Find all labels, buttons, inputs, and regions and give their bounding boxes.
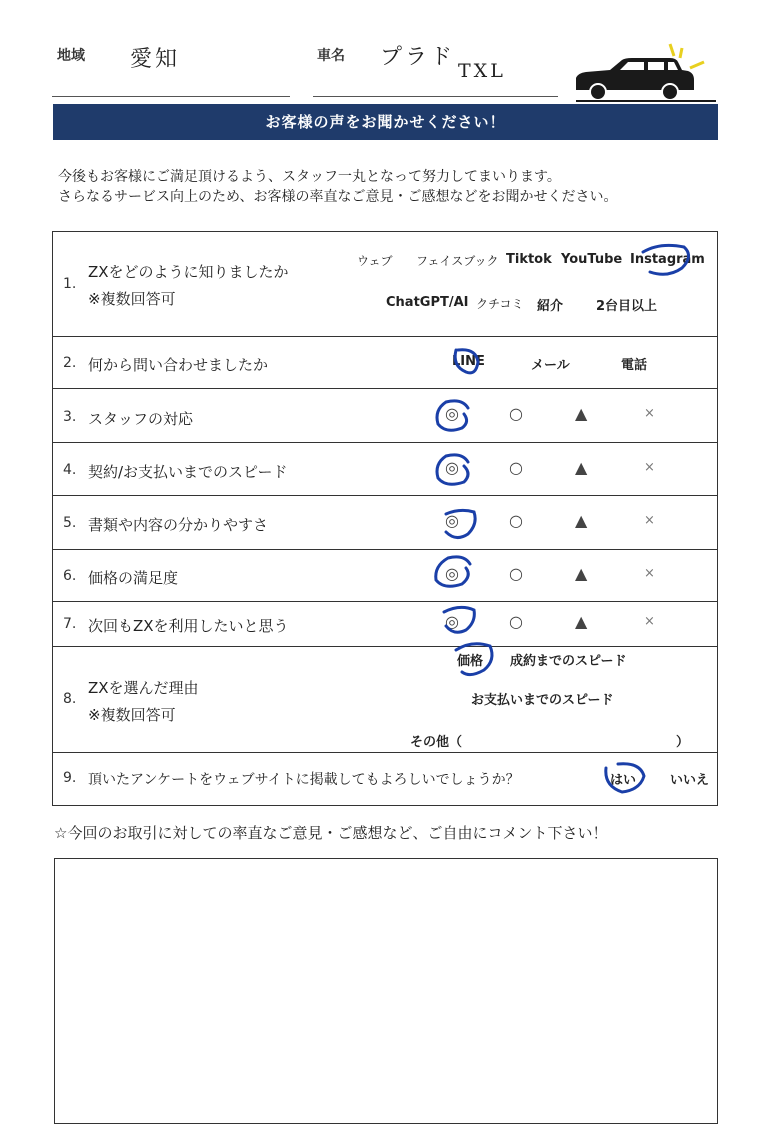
row-divider [52,601,718,602]
q1-option-chatgpt[interactable]: ChatGPT/AI [386,295,469,310]
q5-text: 書類や内容の分かりやすさ [88,516,269,534]
q2-option-phone[interactable]: 電話 [621,358,648,373]
q7-mark-fair[interactable]: ▲ [575,612,588,631]
comment-prompt: ☆今回のお取引に対しての率直なご意見・ご感想など、ご自由にコメント下さい！ [54,824,608,842]
q1-text: ZXをどのように知りましたか [88,263,289,281]
q8-option-price[interactable]: 価格 [457,654,484,669]
car-label: 車名 [317,48,345,64]
q7-mark-good[interactable]: ○ [509,612,523,631]
q9-option-yes[interactable]: はい [610,773,637,788]
q5-mark-poor[interactable]: × [644,513,655,528]
q4-mark-poor[interactable]: × [644,460,655,475]
q1-option-web[interactable]: ウェブ [357,254,393,268]
q1-option-instagram[interactable]: Instagram [630,252,705,267]
row-divider [52,495,718,496]
q1-option-kuchikomi[interactable]: クチコミ [476,297,524,311]
q8-option-contract-speed[interactable]: 成約までのスピード [510,654,627,669]
q6-mark-poor[interactable]: × [644,566,655,581]
q2-option-mail[interactable]: メール [531,358,570,373]
row-divider [52,336,718,337]
q8-number: 8. [63,691,77,707]
q5-mark-fair[interactable]: ▲ [575,511,588,530]
q4-mark-good[interactable]: ○ [509,458,523,477]
q1-option-tiktok[interactable]: Tiktok [506,252,552,267]
q2-number: 2. [63,355,77,371]
q4-number: 4. [63,462,77,478]
q5-mark-good[interactable]: ○ [509,511,523,530]
q7-mark-excellent[interactable]: ◎ [445,612,459,631]
q4-text: 契約/お支払いまでのスピード [88,463,288,481]
q1-option-shokai[interactable]: 紹介 [537,299,564,314]
page-banner: お客様の声をお聞かせください！ [53,104,718,140]
row-divider [52,388,718,389]
q6-text: 価格の満足度 [88,569,179,587]
car-underline [313,96,558,97]
comment-box[interactable] [54,858,718,1124]
q3-mark-good[interactable]: ○ [509,404,523,423]
region-label: 地域 [57,48,85,64]
car-value[interactable]: プラド [380,45,456,70]
q8-note: ※複数回答可 [88,706,176,724]
q6-mark-fair[interactable]: ▲ [575,564,588,583]
q3-text: スタッフの対応 [88,410,194,428]
q7-text: 次回もZXを利用したいと思う [88,617,289,635]
q5-number: 5. [63,515,77,531]
q9-number: 9. [63,770,77,786]
q1-option-second-car[interactable]: 2台目以上 [596,299,658,314]
q2-text: 何から問い合わせましたか [88,356,269,374]
car-icon [570,40,720,104]
q8-text: ZXを選んだ理由 [88,679,199,697]
q8-option-other[interactable]: その他（ [410,735,463,750]
q2-option-line[interactable]: LINE [452,354,485,369]
intro-line-2: さらなるサービス向上のため、お客様の率直なご意見・ご感想などをお聞かせください。 [58,189,618,205]
q6-mark-good[interactable]: ○ [509,564,523,583]
q1-number: 1. [63,276,77,292]
q6-mark-excellent[interactable]: ◎ [445,564,459,583]
q3-mark-poor[interactable]: × [644,406,655,421]
q1-note: ※複数回答可 [88,290,176,308]
q3-number: 3. [63,409,77,425]
q3-mark-excellent[interactable]: ◎ [445,404,459,423]
row-divider [52,442,718,443]
q9-text: 頂いたアンケートをウェブサイトに掲載してもよろしいでしょうか？ [88,772,520,788]
q4-mark-fair[interactable]: ▲ [575,458,588,477]
q8-option-payment-speed[interactable]: お支払いまでのスピード [471,693,614,708]
q1-option-facebook[interactable]: フェイスブック [416,254,499,268]
region-value[interactable]: 愛知 [130,47,181,72]
q8-other-close: ） [676,735,690,750]
row-divider [52,752,718,753]
q3-mark-fair[interactable]: ▲ [575,404,588,423]
region-underline [52,96,290,97]
row-divider [52,549,718,550]
row-divider [52,646,718,647]
q6-number: 6. [63,568,77,584]
q7-mark-poor[interactable]: × [644,614,655,629]
car-grade[interactable]: TXL [458,60,506,82]
q9-option-no[interactable]: いいえ [670,773,710,788]
q5-mark-excellent[interactable]: ◎ [445,511,459,530]
q4-mark-excellent[interactable]: ◎ [445,458,459,477]
q7-number: 7. [63,616,77,632]
q1-option-youtube[interactable]: YouTube [561,252,623,267]
intro-line-1: 今後もお客様にご満足頂けるよう、スタッフ一丸となって努力してまいります。 [58,169,561,185]
